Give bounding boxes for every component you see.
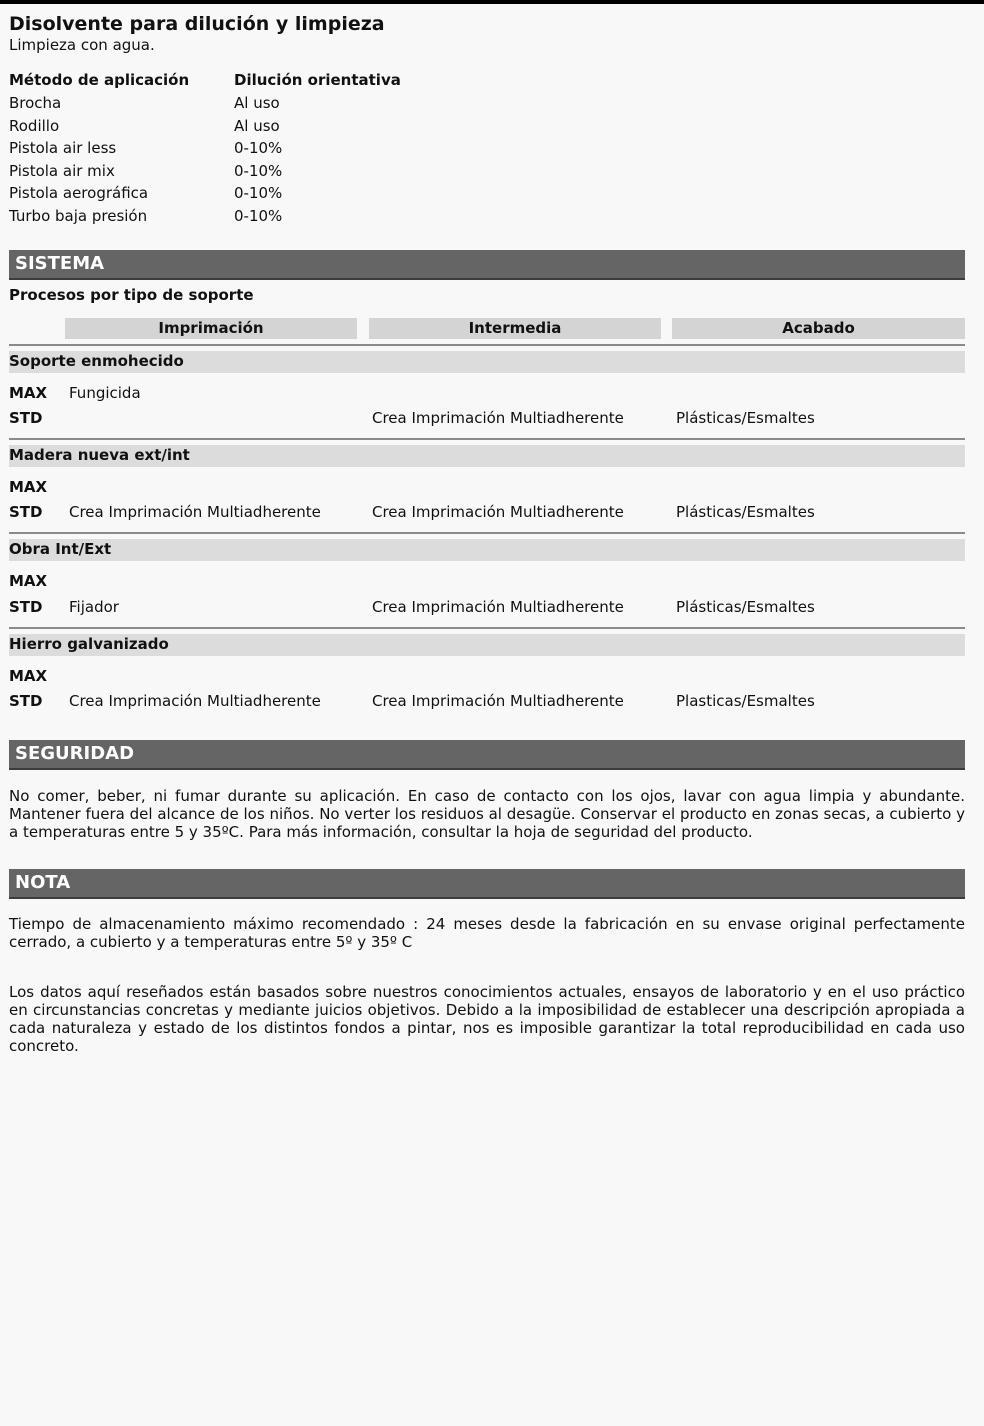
- method-cell: Turbo baja presión: [9, 207, 148, 225]
- cell-acabado: Plásticas/Esmaltes: [676, 409, 815, 427]
- cell-imprimacion: Fijador: [69, 598, 119, 616]
- row-label-max: MAX: [9, 384, 48, 402]
- cell-intermedia: Crea Imprimación Multiadherente: [372, 409, 624, 427]
- nota-disclaimer-text: Los datos aquí reseñados están basados sobre nuestros conocimientos actuales, ensayos de laboratorio y en el uso práctico en circunstancias concretas y mediante juicios objetivos. Debido a la imposibilidad de establecer una descripción apropiada a cada naturaleza y estado de los distintos fondos a pintar, nos es imposible garantizar la total reproducibilidad en cada uso concreto.: [9, 983, 965, 1055]
- row-label-std: STD: [9, 692, 43, 710]
- group-header-madera-nueva: Madera nueva ext/int: [9, 445, 965, 467]
- row-label-std: STD: [9, 503, 43, 521]
- method-cell: Pistola air less: [9, 139, 117, 157]
- dilution-header: Dilución orientativa: [234, 71, 401, 89]
- column-header-intermedia: Intermedia: [369, 318, 661, 339]
- cell-acabado: Plásticas/Esmaltes: [676, 598, 815, 616]
- group-header-hierro-galvanizado: Hierro galvanizado: [9, 634, 965, 656]
- method-cell: Rodillo: [9, 117, 60, 135]
- group-divider: [9, 344, 965, 346]
- cell-acabado: Plasticas/Esmaltes: [676, 692, 815, 710]
- application-method-header: Método de aplicación: [9, 71, 190, 89]
- dilution-cell: 0-10%: [234, 139, 283, 157]
- dilution-cell: Al uso: [234, 117, 280, 135]
- cell-imprimacion: Crea Imprimación Multiadherente: [69, 503, 321, 521]
- group-header-obra-int-ext: Obra Int/Ext: [9, 539, 965, 561]
- group-divider: [9, 532, 965, 534]
- cell-imprimacion: Crea Imprimación Multiadherente: [69, 692, 321, 710]
- sistema-subtitle: Procesos por tipo de soporte: [9, 286, 254, 304]
- solvent-title: Disolvente para dilución y limpieza: [9, 13, 385, 35]
- top-border: [0, 0, 984, 4]
- dilution-cell: 0-10%: [234, 162, 283, 180]
- dilution-cell: 0-10%: [234, 184, 283, 202]
- cell-intermedia: Crea Imprimación Multiadherente: [372, 598, 624, 616]
- seguridad-section-header: SEGURIDAD: [9, 740, 965, 770]
- nota-storage-text: Tiempo de almacenamiento máximo recomendado : 24 meses desde la fabricación en su envase original perfectamente cerrado, a cubierto y a temperaturas entre 5º y 35º C: [9, 915, 965, 951]
- dilution-cell: 0-10%: [234, 207, 283, 225]
- method-cell: Brocha: [9, 94, 62, 112]
- cell-acabado: Plásticas/Esmaltes: [676, 503, 815, 521]
- column-header-acabado: Acabado: [672, 318, 965, 339]
- seguridad-text: No comer, beber, ni fumar durante su aplicación. En caso de contacto con los ojos, lavar con agua limpia y abundante. Mantener fuera del alcance de los niños. No verter los residuos al desagüe. Conservar el producto en zonas secas, a cubierto y a temperaturas entre 5 y 35ºC. Para más información, consultar la hoja de seguridad del producto.: [9, 787, 965, 841]
- cell-imprimacion: Fungicida: [69, 384, 141, 402]
- column-header-imprimacion: Imprimación: [65, 318, 357, 339]
- cell-intermedia: Crea Imprimación Multiadherente: [372, 692, 624, 710]
- group-divider: [9, 627, 965, 629]
- group-header-soporte-enmohecido: Soporte enmohecido: [9, 351, 965, 373]
- cell-intermedia: Crea Imprimación Multiadherente: [372, 503, 624, 521]
- method-cell: Pistola aerográfica: [9, 184, 149, 202]
- nota-section-header: NOTA: [9, 869, 965, 899]
- group-divider: [9, 438, 965, 440]
- row-label-max: MAX: [9, 478, 48, 496]
- row-label-std: STD: [9, 409, 43, 427]
- row-label-max: MAX: [9, 667, 48, 685]
- row-label-std: STD: [9, 598, 43, 616]
- solvent-subtitle: Limpieza con agua.: [9, 36, 155, 54]
- sistema-section-header: SISTEMA: [9, 250, 965, 280]
- method-cell: Pistola air mix: [9, 162, 115, 180]
- row-label-max: MAX: [9, 572, 48, 590]
- dilution-cell: Al uso: [234, 94, 280, 112]
